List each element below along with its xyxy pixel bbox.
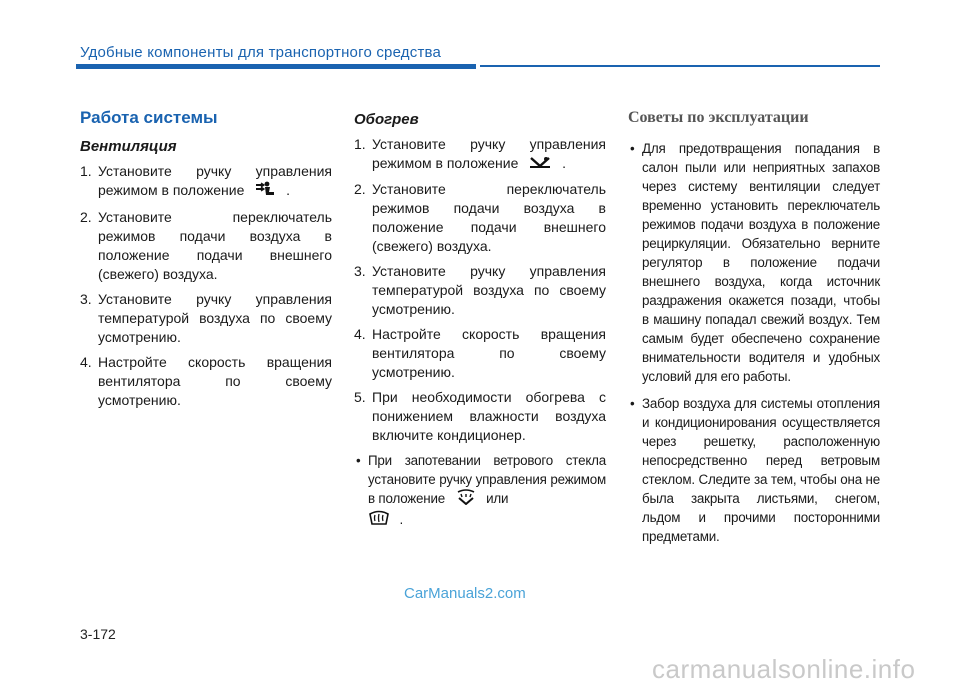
list-item: 4. Настройте скорость вращения вентилятора по своему усмотрению.: [80, 354, 332, 408]
watermark-link[interactable]: CarManuals2.com: [404, 585, 526, 602]
list-item: • Для предотвращения попадания в салон пыли или неприятных запахов через систему вентиляции следует временно установить переключатель режимов подачи воздуха в положение рециркуляции. Обязательно верните регулятор в положение подачи внешнего воздуха, когда источник раздражения окажется позади, чтобы в машину попадал свежий воздух. Тем самым будет обеспечено сохранение внимательности водителя и удобных условий для его работы.: [630, 141, 880, 384]
vent-mode-floor-icon: [528, 155, 552, 174]
list-item: 3. Установите ручку управления температурой воздуха по своему усмотрению.: [80, 291, 332, 345]
header-bar-right: [480, 65, 880, 67]
vent-mode-face-icon: [254, 181, 276, 202]
list-item: 4. Настройте скорость вращения вентилятора по своему усмотрению.: [354, 325, 606, 380]
tips-bullets: [628, 139, 880, 546]
list-item: 5. При необходимости обогрева с понижением влажности воздуха включите кондиционер.: [354, 388, 606, 443]
list-item: 1. Установите ручку управления режимом в положение .: [354, 135, 606, 174]
column-tips: [628, 108, 880, 554]
list-item: 1. Установите ручку управления режимом в положение .: [80, 162, 332, 202]
section-title-tips: Советы по эксплуатации: [628, 109, 809, 126]
list-item: 3. Установите ручку управления температурой воздуха по своему усмотрению.: [354, 262, 606, 317]
column-operation: [80, 108, 332, 416]
column-heating: [354, 108, 606, 539]
ventilation-steps: [80, 162, 332, 410]
section-title-operation: Работа системы: [80, 108, 218, 127]
defrost-icon: [368, 510, 390, 531]
header-bar-left: [76, 64, 476, 69]
heating-bullets: [354, 451, 606, 531]
subsection-title-ventilation: Вентиляция: [80, 138, 177, 155]
list-item: • Забор воздуха для системы отопления и кондиционирования осуществляется через решетку, расположенную непосредственно перед ветровым стеклом. Следите за тем, чтобы она не была закрыта листьями, снегом, льдом и прочими посторонними предметами.: [630, 396, 880, 544]
heating-steps: [354, 135, 606, 445]
vent-mode-floor-defrost-icon: [455, 489, 477, 510]
header-title: Удобные компоненты для транспортного средства: [80, 44, 442, 61]
list-item: 2. Установите переключатель режимов подачи воздуха в положение подачи внешнего (свежего) воздуха.: [354, 180, 606, 254]
footer-watermark: carmanualsonline.info: [652, 654, 916, 684]
subsection-title-heating: Обогрев: [354, 111, 419, 128]
page-number: 3-172: [80, 626, 116, 642]
list-item: • При запотевании ветрового стекла установите ручку управления режимом в положение или .: [354, 451, 606, 531]
list-item: 2. Установите переключатель режимов подачи воздуха в положение подачи внешнего (свежего) воздуха.: [80, 209, 332, 282]
